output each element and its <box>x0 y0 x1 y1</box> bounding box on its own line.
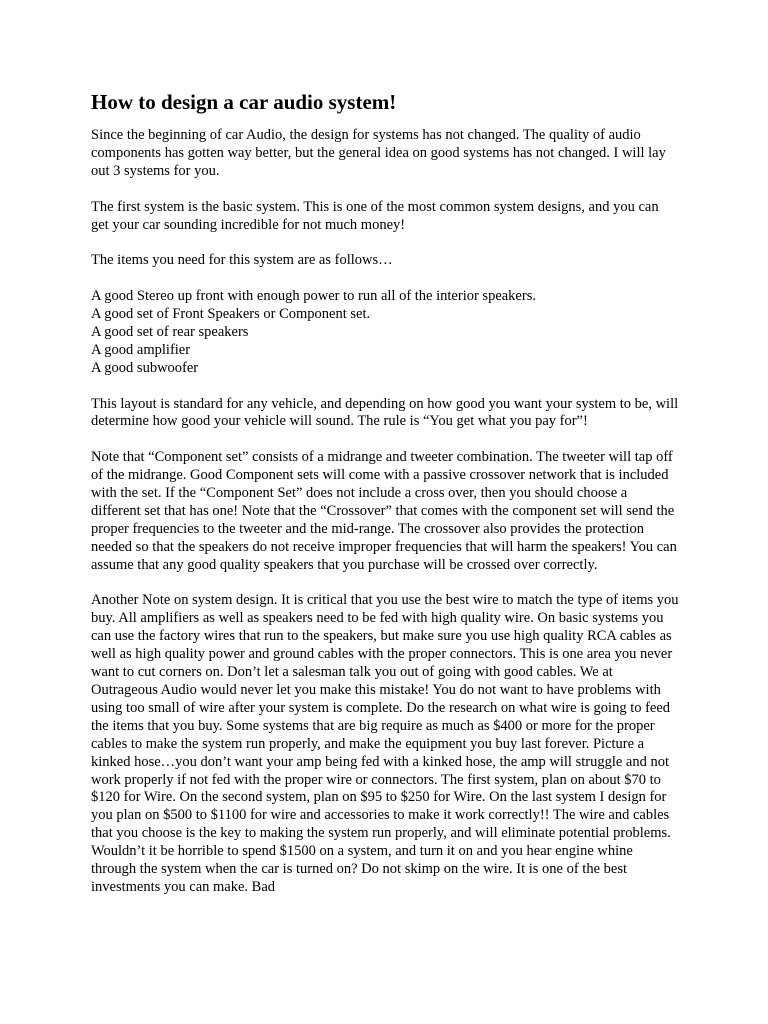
items-intro-paragraph: The items you need for this system are as follows… <box>91 252 393 269</box>
wire-note-paragraph: Another Note on system design. It is critical that you use the best wire to match the type of items you buy. All amplifiers as well as speakers need to be fed with high quality wire. On basic systems you can use the factory wires that run to the speakers, but make sure you use high quality RCA cables as well as high quality power and ground cables with the proper connectors. This is one area you never want to cut corners on. Don’t let a salesman talk you out of going with good cables. We at Outrageous Audio would never let you make this mistake! You do not want to have problems with using too small of wire after your system is complete. Do the research on what wire is going to feed the items that you buy. Some systems that are big require as much as $400 or more for the proper cables to make the system run properly, and make the equipment you buy last forever. Picture a kinked hose…you don’t want your amp being fed with a kinked hose, the amp will struggle and not work properly if not fed with the proper wire or connectors. The first system, plan on about $70 to $120 for Wire. On the second system, plan on $95 to $250 for Wire. On the last system I design for you plan on $500 to $1100 for wire and accessories to make it work correctly!! The wire and cables that you choose is the key to making the system run properly, and will eliminate potential problems. Wouldn’t it be horrible to spend $1500 on a system, and turn it on and you hear engine whine through the system when the car is turned on? Do not skimp on the wire. It is one of the best investments you can make. Bad <box>91 592 679 895</box>
basic-system-paragraph: The first system is the basic system. This is one of the most common system designs, and you can get your car sounding incredible for not much money! <box>91 198 659 233</box>
list-item: A good Stereo up front with enough power to run all of the interior speakers. <box>91 288 536 305</box>
items-list <box>91 288 679 378</box>
document-page <box>91 90 679 915</box>
list-item: A good set of Front Speakers or Component set. <box>91 306 371 323</box>
list-item: A good set of rear speakers <box>91 323 249 340</box>
list-item: A good subwoofer <box>91 359 199 376</box>
intro-paragraph: Since the beginning of car Audio, the design for systems has not changed. The quality of audio components has gotten way better, but the general idea on good systems has not changed. I will lay out 3 systems for you. <box>91 127 666 179</box>
list-item: A good amplifier <box>91 341 191 358</box>
document-title: How to design a car audio system! <box>91 90 397 114</box>
component-set-paragraph: Note that “Component set” consists of a midrange and tweeter combination. The tweeter will tap off of the midrange. Good Component sets will come with a passive crossover network that is included with the set. If the “Component Set” does not include a cross over, then you should choose a different set that has one! Note that the “Crossover” that comes with the component set will send the proper frequencies to the tweeter and the mid-range. The crossover also provides the protection needed so that the speakers do not receive improper frequencies that will harm the speakers! You can assume that any good quality speakers that you purchase will be crossed over correctly. <box>91 449 677 573</box>
layout-paragraph: This layout is standard for any vehicle, and depending on how good you want your system to be, will determine how good your vehicle will sound. The rule is “You get what you pay for”! <box>91 395 679 430</box>
